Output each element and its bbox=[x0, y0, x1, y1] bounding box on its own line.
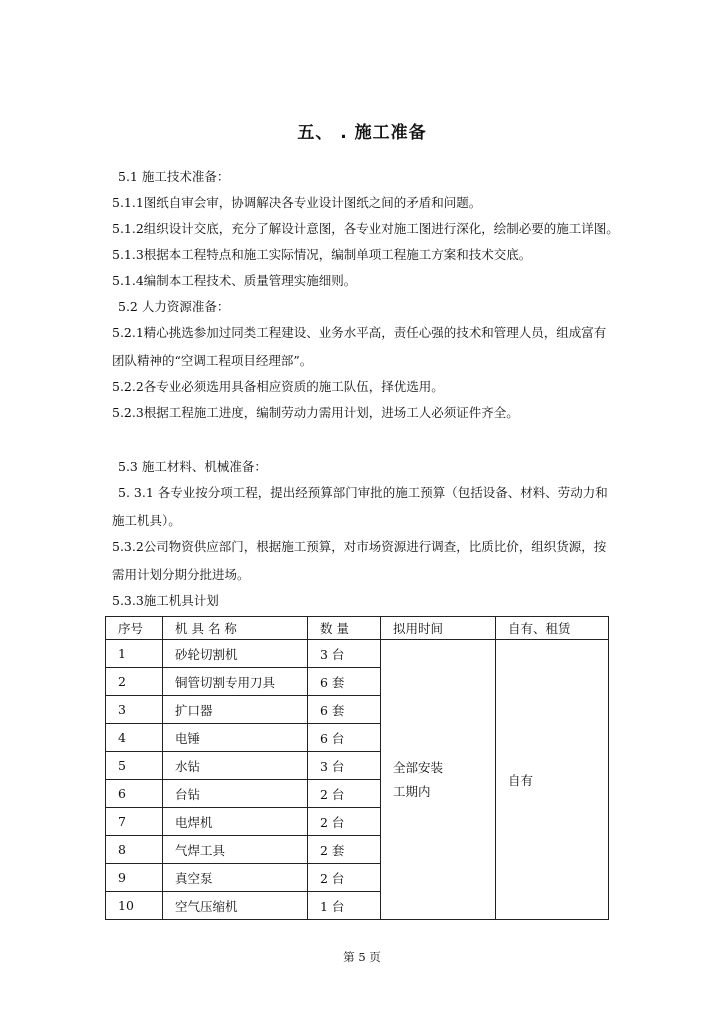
row-equipment-name: 水钻 bbox=[163, 752, 308, 780]
header-ownership: 自有、租赁 bbox=[496, 617, 609, 640]
equipment-table bbox=[105, 616, 609, 920]
paragraph-5-2-3: 5.2.3根据工程施工进度，编制劳动力需用计划，进场工人必须证件齐全。 bbox=[112, 405, 519, 420]
paragraph-5-3-2-line2: 需用计划分期分批进场。 bbox=[112, 567, 250, 582]
row-index: 9 bbox=[106, 864, 163, 892]
row-quantity: 6 套 bbox=[308, 668, 381, 696]
header-quantity: 数 量 bbox=[308, 617, 381, 640]
paragraph-5-2-1-line1: 5.2.1精心挑选参加过同类工程建设、业务水平高，责任心强的技术和管理人员，组成富有 bbox=[112, 325, 607, 340]
row-quantity: 3 台 bbox=[308, 752, 381, 780]
planned-time-line2: 工期内 bbox=[393, 783, 431, 799]
paragraph-5-1-1: 5.1.1图纸自审会审，协调解决各专业设计图纸之间的矛盾和问题。 bbox=[112, 195, 482, 210]
row-quantity: 6 台 bbox=[308, 724, 381, 752]
header-index: 序号 bbox=[106, 617, 163, 640]
row-equipment-name: 铜管切割专用刀具 bbox=[163, 668, 308, 696]
row-index: 7 bbox=[106, 808, 163, 836]
row-index: 5 bbox=[106, 752, 163, 780]
planned-time-cell bbox=[381, 640, 496, 920]
row-equipment-name: 砂轮切割机 bbox=[163, 640, 308, 668]
table-header-row bbox=[106, 617, 609, 640]
row-quantity: 2 台 bbox=[308, 864, 381, 892]
row-index: 8 bbox=[106, 836, 163, 864]
row-index: 6 bbox=[106, 780, 163, 808]
paragraph-5-3-1-line2: 施工机具）。 bbox=[112, 513, 181, 528]
table-row bbox=[106, 640, 609, 668]
row-quantity: 1 台 bbox=[308, 892, 381, 920]
page-number: 第 5 页 bbox=[343, 950, 381, 964]
paragraph-5-2-1-line2: 团队精神的“空调工程项目经理部”。 bbox=[112, 353, 313, 368]
row-equipment-name: 电锤 bbox=[163, 724, 308, 752]
paragraph-5-3-3: 5.3.3施工机具计划 bbox=[112, 593, 219, 608]
paragraph-5-1-3: 5.1.3根据本工程特点和施工实际情况，编制单项工程施工方案和技术交底。 bbox=[112, 247, 532, 262]
header-equipment-name: 机 具 名 称 bbox=[163, 617, 308, 640]
row-quantity: 2 台 bbox=[308, 808, 381, 836]
row-index: 3 bbox=[106, 696, 163, 724]
row-quantity: 3 台 bbox=[308, 640, 381, 668]
row-equipment-name: 气焊工具 bbox=[163, 836, 308, 864]
header-planned-time: 拟用时间 bbox=[381, 617, 496, 640]
paragraph-5-2-2: 5.2.2各专业必须选用具备相应资质的施工队伍，择优选用。 bbox=[112, 379, 444, 394]
paragraph-5-1-4: 5.1.4编制本工程技术、质量管理实施细则。 bbox=[112, 273, 357, 288]
row-equipment-name: 电焊机 bbox=[163, 808, 308, 836]
row-index: 2 bbox=[106, 668, 163, 696]
row-equipment-name: 扩口器 bbox=[163, 696, 308, 724]
row-quantity: 6 套 bbox=[308, 696, 381, 724]
paragraph-5-3-2-line1: 5.3.2公司物资供应部门，根据施工预算，对市场资源进行调查，比质比价，组织货源，按 bbox=[112, 539, 607, 554]
paragraph-5-3-1-line1: 5. 3.1 各专业按分项工程，提出经预算部门审批的施工预算（包括设备、材料、劳动力和 bbox=[118, 485, 608, 500]
section-5-2-heading: 5.2 人力资源准备： bbox=[118, 299, 230, 314]
paragraph-5-1-2: 5.1.2组织设计交底，充分了解设计意图，各专业对施工图进行深化，绘制必要的施工详图。 bbox=[112, 221, 619, 236]
row-equipment-name: 台钻 bbox=[163, 780, 308, 808]
page-title: 五、 . 施工准备 bbox=[297, 123, 427, 143]
row-quantity: 2 套 bbox=[308, 836, 381, 864]
planned-time-line1: 全部安装 bbox=[393, 759, 444, 775]
row-equipment-name: 空气压缩机 bbox=[163, 892, 308, 920]
row-index: 4 bbox=[106, 724, 163, 752]
ownership-cell: 自有 bbox=[496, 640, 609, 920]
row-quantity: 2 台 bbox=[308, 780, 381, 808]
row-index: 1 bbox=[106, 640, 163, 668]
section-5-1-heading: 5.1 施工技术准备： bbox=[118, 169, 230, 184]
row-equipment-name: 真空泵 bbox=[163, 864, 308, 892]
section-5-3-heading: 5.3 施工材料、机械准备： bbox=[118, 459, 267, 474]
row-index: 10 bbox=[106, 892, 163, 920]
